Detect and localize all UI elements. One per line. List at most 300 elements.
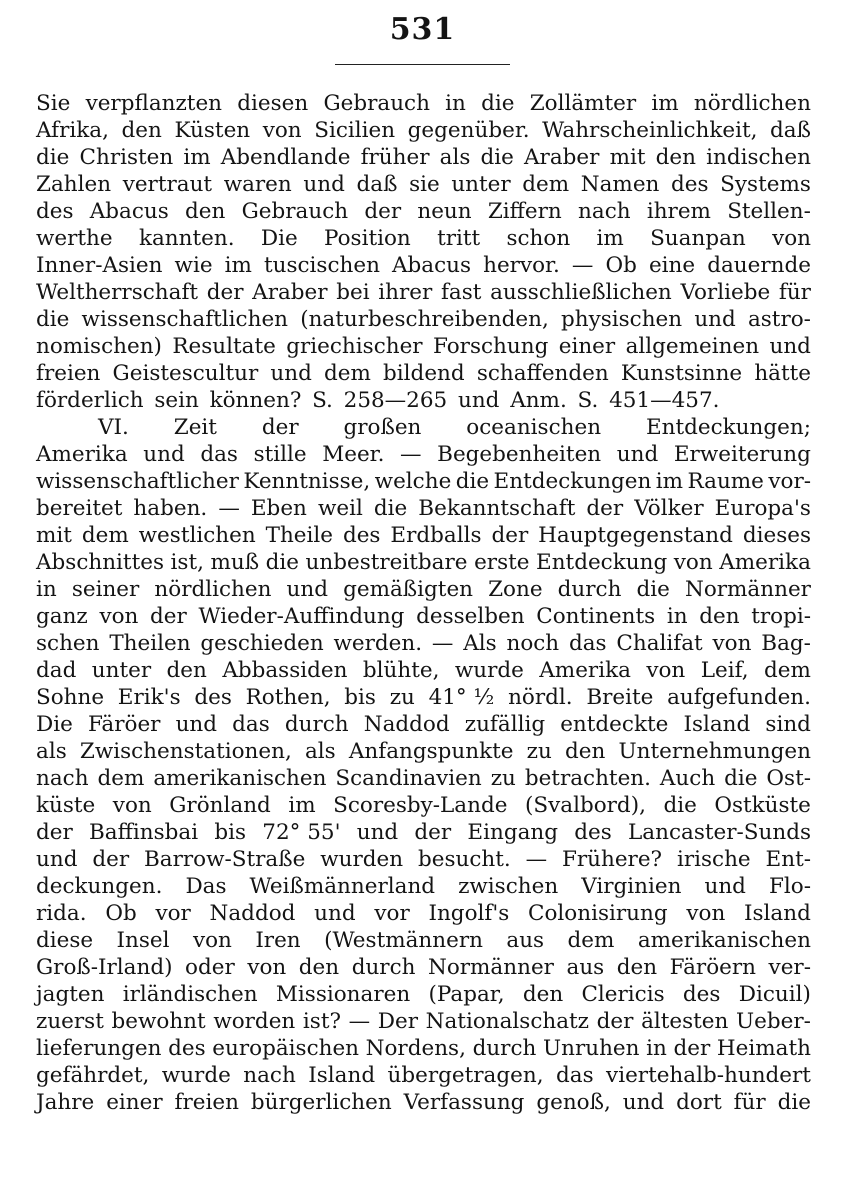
word: genoß, — [536, 1090, 611, 1115]
word: Sicilien — [314, 118, 396, 143]
text-line — [36, 252, 811, 279]
word: dem — [81, 523, 129, 548]
word: hervor. — [483, 253, 560, 278]
word: Naddod — [363, 712, 450, 737]
word: Abschnittes — [36, 550, 164, 575]
word: Christen — [79, 145, 174, 170]
word: vor — [374, 901, 410, 926]
word: des — [342, 523, 381, 548]
text-line — [36, 1008, 811, 1035]
text-line — [36, 522, 811, 549]
word: betrachten. — [524, 766, 651, 791]
word: Gebrauch — [241, 199, 349, 224]
word: des — [168, 1036, 206, 1061]
word: Entdeckungen; — [645, 415, 811, 440]
word: entdeckte — [560, 712, 669, 737]
word: tropi- — [751, 604, 811, 629]
word: den — [522, 982, 564, 1007]
text-line — [36, 1035, 811, 1062]
word: mit — [609, 145, 646, 170]
word: amerikanischen — [637, 928, 811, 953]
word: — — [431, 631, 454, 656]
word: von — [112, 793, 152, 818]
word: und — [769, 334, 811, 359]
word: und — [303, 172, 345, 197]
word: und — [356, 820, 399, 845]
word: daß — [356, 172, 398, 197]
word: astro- — [747, 307, 811, 332]
text-line — [36, 873, 811, 900]
word: Eingang — [467, 820, 559, 845]
word: wurden — [320, 847, 404, 872]
word: den — [166, 658, 207, 683]
word: 72° 55' — [262, 820, 341, 845]
word: zuerst — [36, 1009, 104, 1034]
word: blühte, — [362, 658, 440, 683]
word: allgemeinen — [625, 334, 760, 359]
word: verpflanzten — [85, 91, 223, 116]
word: ältesten — [641, 1009, 729, 1034]
word: Araber — [252, 280, 328, 305]
word: dem — [764, 658, 811, 683]
word: Gebrauch — [323, 91, 430, 116]
word: und — [457, 388, 500, 413]
word: lieferungen — [36, 1036, 162, 1061]
word: Heimath — [716, 1036, 811, 1061]
word: nördlichen — [693, 91, 811, 116]
text-line — [36, 360, 811, 387]
word: Suanpan — [650, 226, 746, 251]
word: von — [646, 658, 686, 683]
word: Continents — [536, 604, 656, 629]
word: nördlichen — [154, 577, 272, 602]
word: Baffinsbai — [89, 820, 199, 845]
word: haben. — [133, 496, 208, 521]
word: freien — [36, 361, 101, 386]
word: früher — [360, 145, 430, 170]
word: für — [733, 1090, 766, 1115]
page-number: 531 — [389, 12, 456, 47]
word: im — [596, 226, 624, 251]
word: Jahre — [36, 1090, 95, 1115]
word: Colonisirung — [528, 901, 668, 926]
word: zu — [526, 739, 552, 764]
word: wurde — [161, 1063, 231, 1088]
word: Theile — [265, 523, 333, 548]
word: ihrer — [378, 280, 433, 305]
word: jagten — [36, 982, 105, 1007]
word: Nationalschatz — [425, 1009, 590, 1034]
word: Insel — [116, 928, 170, 953]
text-line — [36, 1089, 811, 1116]
word: der — [596, 1009, 634, 1034]
word: Zone — [488, 577, 543, 602]
word: gemäßigten — [343, 577, 474, 602]
word: Geistescultur — [112, 361, 259, 386]
word: und — [314, 901, 356, 926]
text-line — [36, 765, 811, 792]
word: von — [712, 631, 752, 656]
word: dort — [676, 1090, 722, 1115]
word: Breite — [586, 685, 654, 710]
word: Clericis — [581, 982, 665, 1007]
word: Lancaster-Sunds — [628, 820, 811, 845]
word: Kunstsinne — [620, 361, 743, 386]
word: schaffenden — [476, 361, 609, 386]
word: aus — [566, 955, 605, 980]
word: tuscischen — [263, 253, 380, 278]
word: unbestreitbare — [305, 550, 468, 575]
word: und — [270, 361, 312, 386]
word: Sie — [36, 91, 71, 116]
word: Namen — [580, 172, 660, 197]
word: Scandinavien — [335, 766, 482, 791]
word: in — [36, 577, 57, 602]
word: 258—265 — [343, 388, 448, 413]
word: durch — [284, 712, 349, 737]
word: der — [673, 1036, 711, 1061]
word: von — [262, 118, 302, 143]
word: bis — [214, 820, 247, 845]
text-line — [36, 738, 811, 765]
word: noch — [506, 631, 560, 656]
word: Vorliebe — [680, 280, 771, 305]
word: die — [36, 307, 70, 332]
word: die — [724, 766, 758, 791]
word: eine — [648, 253, 696, 278]
word: Der — [377, 1009, 419, 1034]
word: können? — [209, 388, 302, 413]
word: Färöer — [87, 712, 161, 737]
word: bei — [336, 280, 370, 305]
word: westlichen — [138, 523, 256, 548]
word: im — [655, 469, 684, 494]
word: S. — [312, 388, 333, 413]
word: die — [455, 469, 490, 494]
word: gefährdet, — [36, 1063, 150, 1088]
word: tritt — [437, 226, 481, 251]
word: unter — [91, 658, 152, 683]
word: griechischer — [286, 334, 423, 359]
word: Dicuil) — [738, 982, 811, 1007]
text-line — [36, 387, 811, 414]
word: und — [616, 442, 659, 467]
word: Als — [463, 631, 497, 656]
word: ausschließlichen — [490, 280, 672, 305]
word: Virginien — [581, 874, 682, 899]
word: Zollämter — [529, 91, 637, 116]
word: ist? — [302, 1009, 341, 1034]
word: Bekanntschaft — [418, 496, 576, 521]
word: Frühere? — [561, 847, 663, 872]
word: Ent- — [765, 847, 811, 872]
word: und — [622, 1090, 665, 1115]
word: großen — [343, 415, 422, 440]
word: amerikanischen — [153, 766, 327, 791]
word: sind — [765, 712, 811, 737]
word: Erdballs — [390, 523, 482, 548]
word: Normänner — [428, 955, 554, 980]
word: Hauptgegenstand — [538, 523, 733, 548]
word: ihrem — [646, 199, 711, 224]
word: Ost- — [766, 766, 811, 791]
word: oceanischen — [466, 415, 602, 440]
word: Systems — [720, 172, 811, 197]
word: vor — [155, 901, 191, 926]
word: erste — [474, 550, 530, 575]
word: dem — [522, 172, 570, 197]
word: Unruhen — [542, 1036, 640, 1061]
word: bewohnt — [111, 1009, 206, 1034]
text-line — [36, 711, 811, 738]
word: und — [286, 577, 329, 602]
word: in — [445, 91, 466, 116]
word: diesen — [237, 91, 309, 116]
word: von — [99, 604, 139, 629]
word: werden. — [333, 631, 423, 656]
word: Ostküste — [714, 793, 811, 818]
text-line — [36, 90, 811, 117]
word: bürgerlichen — [250, 1090, 392, 1115]
word: Stellen- — [727, 199, 811, 224]
word: der — [414, 820, 452, 845]
word: in — [666, 604, 688, 629]
word: übergetragen, — [387, 1063, 544, 1088]
word: ganz — [36, 604, 88, 629]
word: Island — [308, 1063, 376, 1088]
text-line — [36, 846, 811, 873]
word: Abacus — [392, 253, 472, 278]
word: Europa's — [714, 496, 811, 521]
word: des — [682, 982, 721, 1007]
word: Entdeckung — [536, 550, 668, 575]
text-line — [36, 144, 811, 171]
word: Verfassung — [403, 1090, 525, 1115]
text-line — [36, 792, 811, 819]
text-line — [36, 900, 811, 927]
word: der — [586, 496, 624, 521]
word: einer — [106, 1090, 163, 1115]
word: Zahlen — [36, 172, 112, 197]
word: für — [778, 280, 811, 305]
word: nach — [578, 199, 631, 224]
word: Bag- — [761, 631, 811, 656]
word: unter — [451, 172, 511, 197]
word: küste — [36, 793, 96, 818]
word: Eben — [250, 496, 307, 521]
word: die — [373, 496, 408, 521]
word: (Papar, — [428, 982, 505, 1007]
word: waren — [223, 172, 292, 197]
word: nomischen) — [36, 334, 162, 359]
word: Die — [260, 226, 298, 251]
word: VI. — [98, 415, 129, 440]
word: Ingolf's — [428, 901, 510, 926]
word: die — [481, 91, 515, 116]
text-line — [36, 414, 811, 441]
word: europäischen — [212, 1036, 360, 1061]
word: — — [525, 847, 548, 872]
word: der — [206, 280, 244, 305]
word: Erik's — [117, 685, 181, 710]
word: Rothen, — [245, 685, 331, 710]
word: die — [480, 145, 514, 170]
word: seiner — [71, 577, 140, 602]
word: Küsten — [174, 118, 251, 143]
text-line — [36, 549, 811, 576]
text-line — [36, 198, 811, 225]
word: weil — [317, 496, 363, 521]
text-line — [36, 225, 811, 252]
word: dem — [324, 361, 371, 386]
word: der — [92, 847, 130, 872]
word: Araber — [524, 145, 600, 170]
word: Ob — [105, 901, 137, 926]
word: desselben — [416, 604, 525, 629]
word: Resultate — [172, 334, 276, 359]
word: nach — [36, 766, 89, 791]
word: wissenschaftlicher — [36, 469, 239, 494]
word: der — [364, 199, 402, 224]
word: im — [224, 253, 252, 278]
text-line — [36, 495, 811, 522]
word: dieses — [742, 523, 811, 548]
word: den — [565, 739, 606, 764]
text-line — [36, 171, 811, 198]
word: — — [348, 1009, 371, 1034]
word: welche — [374, 469, 452, 494]
word: Scoresby-Lande — [333, 793, 508, 818]
word: Iren — [255, 928, 301, 953]
text-line — [36, 468, 811, 495]
text-line — [36, 819, 811, 846]
text-line — [36, 576, 811, 603]
word: Zeit — [173, 415, 217, 440]
word: Ziffern — [487, 199, 562, 224]
word: S. — [577, 388, 599, 413]
word: Ob — [605, 253, 637, 278]
word: dad — [36, 658, 77, 683]
word: 41° ½ — [428, 685, 495, 710]
word: im — [183, 145, 211, 170]
word: Unternehmungen — [618, 739, 811, 764]
word: Abacus — [89, 199, 169, 224]
word: gegenüber. — [407, 118, 530, 143]
word: besucht. — [417, 847, 511, 872]
word: Sohne — [36, 685, 105, 710]
word: den — [298, 955, 340, 980]
word: Afrika, — [36, 118, 109, 143]
word: aufgefunden. — [667, 685, 811, 710]
word: vor- — [768, 469, 811, 494]
word: und — [175, 712, 218, 737]
word: zu — [389, 685, 415, 710]
word: physischen — [560, 307, 683, 332]
word: Kenntnisse, — [243, 469, 371, 494]
word: und — [36, 847, 78, 872]
word: worden — [213, 1009, 296, 1034]
word: die — [36, 145, 70, 170]
text-line — [36, 981, 811, 1008]
word: dauernde — [707, 253, 811, 278]
text-line — [36, 279, 811, 306]
word: ist, — [170, 550, 204, 575]
word: des — [194, 685, 232, 710]
word: Grönland — [169, 793, 271, 818]
word: das — [555, 1063, 594, 1088]
word: Position — [324, 226, 411, 251]
word: das — [200, 442, 238, 467]
word: im — [651, 91, 679, 116]
word: durch — [472, 1036, 537, 1061]
text-line — [36, 657, 811, 684]
word: den — [655, 145, 696, 170]
text-line — [36, 333, 811, 360]
word: Barrow-Straße — [143, 847, 306, 872]
word: und — [143, 442, 185, 467]
word: diese — [36, 928, 94, 953]
word: einer — [558, 334, 616, 359]
word: in — [646, 1036, 667, 1061]
word: zu — [490, 766, 516, 791]
text-line — [36, 441, 811, 468]
word: rida. — [36, 901, 87, 926]
word: Das — [185, 874, 227, 899]
word: sie — [409, 172, 440, 197]
word: Island — [683, 712, 751, 737]
word: Wahrscheinlichkeit, — [542, 118, 758, 143]
word: Abendlande — [220, 145, 351, 170]
text-line — [36, 1062, 811, 1089]
word: hätte — [754, 361, 811, 386]
text-line — [36, 630, 811, 657]
header-rule — [335, 64, 510, 65]
word: — — [571, 253, 594, 278]
word: viertehalb-hundert — [606, 1063, 811, 1088]
word: als — [36, 739, 67, 764]
word: als — [439, 145, 471, 170]
word: — — [218, 496, 240, 521]
word: Groß-Irland) — [36, 955, 173, 980]
word: Abbassiden — [222, 658, 348, 683]
word: des — [36, 199, 74, 224]
word: nach — [243, 1063, 296, 1088]
word: werthe — [36, 226, 113, 251]
word: den — [185, 199, 226, 224]
word: Inner-Asien — [36, 253, 163, 278]
word: Normänner — [685, 577, 811, 602]
word: der — [261, 415, 299, 440]
word: (Svalbord), — [524, 793, 646, 818]
word: von — [772, 226, 811, 251]
word: indischen — [706, 145, 811, 170]
word: die — [777, 1090, 811, 1115]
word: Amerika — [719, 550, 811, 575]
word: von — [192, 928, 232, 953]
word: nördl. — [508, 685, 573, 710]
word: Flo- — [768, 874, 811, 899]
word: irländischen — [122, 982, 258, 1007]
word: des — [574, 820, 612, 845]
text-line — [36, 117, 811, 144]
word: Begebenheiten — [437, 442, 602, 467]
word: von — [673, 550, 713, 575]
word: bis — [344, 685, 376, 710]
word: vertraut — [122, 172, 213, 197]
word: als — [304, 739, 336, 764]
word: von — [686, 901, 726, 926]
word: (naturbeschreibenden, — [300, 307, 549, 332]
